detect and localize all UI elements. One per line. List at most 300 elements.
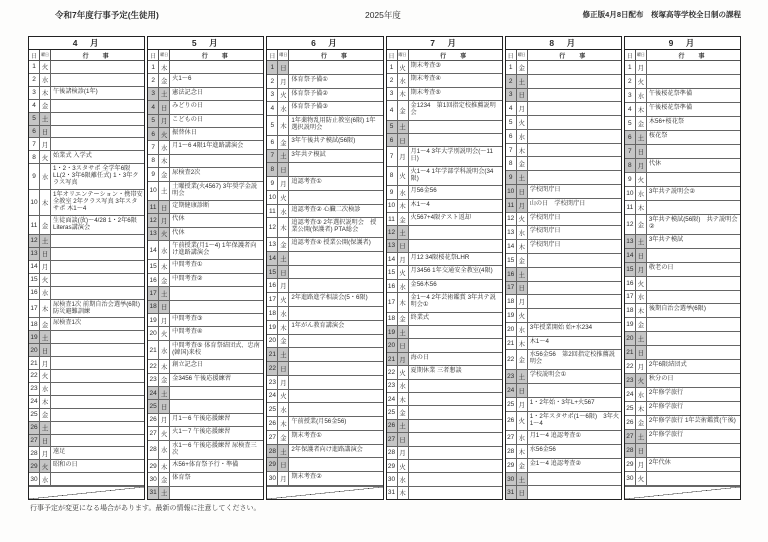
day-row: [267, 472, 382, 486]
event-cell: 水1～6 午後応援練習 尿検査三次: [172, 441, 257, 456]
day-row: [267, 403, 382, 417]
day-number-cell: 15: [387, 266, 398, 278]
day-number-cell: 10: [29, 190, 40, 215]
weekday-cell: 金: [517, 61, 528, 74]
day-row: [29, 164, 144, 190]
day-row: [267, 390, 382, 404]
day-number-cell: 2: [387, 74, 398, 86]
weekday-cell: 木: [398, 293, 409, 311]
day-row: [506, 61, 621, 75]
event-cell: [528, 268, 621, 281]
event-cell: 火567+4限テスト返却: [410, 213, 471, 221]
event-cell: [51, 383, 144, 395]
day-number-cell: 13: [387, 240, 398, 252]
event-cell: [409, 380, 502, 392]
day-row: [625, 89, 740, 103]
weekday-cell: 火: [278, 89, 289, 102]
weekday-cell: 日: [517, 486, 528, 499]
day-row: [148, 314, 263, 327]
day-row: [506, 398, 621, 412]
event-cell: 2年修学旅行 1年芸術鑑賞(午後): [648, 417, 736, 425]
day-row: [625, 249, 740, 263]
day-row: [506, 116, 621, 130]
day-number-cell: 22: [148, 360, 159, 372]
weekday-cell: 日: [278, 61, 289, 74]
event-cell: [528, 473, 621, 486]
day-row: [267, 266, 382, 280]
weekday-cell: 金: [40, 216, 51, 234]
day-column-header: 日: [625, 50, 636, 60]
weekday-cell: 金: [636, 318, 647, 331]
weekday-cell: 土: [159, 88, 170, 100]
day-number-cell: 22: [625, 360, 636, 373]
day-row: [625, 235, 740, 249]
event-cell: [289, 335, 382, 348]
month-column-august: [505, 36, 622, 500]
weekday-cell: 金: [159, 374, 170, 386]
day-number-cell: 25: [29, 409, 40, 421]
day-row: [625, 416, 740, 430]
weekday-cell: 土: [398, 121, 409, 133]
day-row: [506, 337, 621, 351]
day-number-cell: 24: [387, 393, 398, 405]
day-number-cell: 14: [267, 252, 278, 265]
day-number-cell: 12: [148, 214, 159, 226]
weekday-cell: 月: [517, 398, 528, 411]
day-number-cell: 19: [506, 309, 517, 322]
weekday-cell: 日: [398, 134, 409, 146]
day-number-cell: 17: [148, 287, 159, 299]
day-row: [148, 128, 263, 141]
event-cell: 後期自治会選挙(6限): [648, 305, 706, 313]
event-cell: [51, 396, 144, 408]
event-cell: [528, 282, 621, 295]
day-row: [267, 75, 382, 89]
event-cell: 尿検査2次: [172, 169, 201, 177]
day-number-cell: 6: [387, 134, 398, 146]
day-row: [29, 370, 144, 383]
weekday-cell: 金: [40, 409, 51, 421]
day-row: [148, 168, 263, 181]
event-cell: 秋分の日: [648, 375, 674, 383]
event-cell: [289, 376, 382, 389]
empty-diagonal-cell: [29, 486, 144, 499]
weekday-cell: 日: [398, 339, 409, 351]
day-row: [148, 301, 263, 314]
event-cell: [528, 116, 621, 129]
day-number-cell: 14: [625, 249, 636, 262]
weekday-cell: 土: [636, 430, 647, 443]
day-row: [506, 157, 621, 171]
column-subheader: [267, 50, 382, 61]
day-row: [29, 300, 144, 319]
event-cell: 尿検査1次 前期自治会選挙(6限) 防災避難訓練: [53, 300, 140, 315]
event-cell: [528, 157, 621, 170]
day-row: [506, 486, 621, 499]
event-cell: [647, 173, 740, 186]
weekday-cell: 火: [40, 274, 51, 286]
weekday-cell: 日: [636, 444, 647, 457]
day-row: [387, 266, 502, 279]
revision-note: 修正版4月8日配布 桜塚高等学校全日制の課程: [582, 10, 741, 19]
event-cell: [647, 346, 740, 359]
weekday-cell: 月: [398, 447, 409, 459]
day-number-cell: 22: [29, 370, 40, 382]
event-cell: 午前授業(月1～4) 1年保護者向け進路講演会: [172, 242, 257, 257]
event-cell: 午後桜花祭準備: [648, 103, 693, 111]
weekday-cell: 土: [278, 348, 289, 361]
event-cell: [289, 362, 382, 375]
day-row: [267, 307, 382, 321]
day-row: [506, 199, 621, 213]
day-number-cell: 17: [267, 293, 278, 306]
day-row: [625, 332, 740, 346]
day-number-cell: 15: [267, 266, 278, 279]
day-number-cell: 23: [387, 380, 398, 392]
event-cell: 水56金56: [529, 446, 556, 454]
weekday-cell: 月: [159, 414, 170, 426]
weekday-cell: 火: [398, 266, 409, 278]
weekday-cell: 月: [636, 159, 647, 172]
weekday-cell: 金: [40, 318, 51, 330]
day-row: [506, 282, 621, 296]
event-cell: 月1～4 追認考査①: [529, 432, 581, 440]
day-number-cell: 24: [148, 387, 159, 399]
event-cell: [528, 130, 621, 143]
event-cell: [528, 171, 621, 184]
day-row: [387, 326, 502, 339]
day-row: [387, 460, 502, 473]
event-cell: 月1～6 午後応援練習: [172, 414, 231, 422]
day-row: [148, 360, 263, 373]
weekday-cell: 木: [159, 155, 170, 167]
event-cell: [289, 348, 382, 361]
day-row: [267, 279, 382, 293]
day-row: [148, 201, 263, 214]
weekday-cell: 月: [398, 147, 409, 165]
event-cell: [409, 420, 502, 432]
event-cell: [170, 387, 263, 399]
day-row: [267, 238, 382, 252]
day-number-cell: 17: [29, 300, 40, 318]
day-number-cell: 30: [625, 472, 636, 485]
event-cell: 3年共テ模試: [291, 150, 326, 158]
column-subheader: [29, 50, 144, 61]
day-number-cell: 30: [387, 473, 398, 485]
weekday-cell: 土: [636, 131, 647, 144]
day-row: [148, 327, 263, 340]
day-number-cell: 1: [506, 61, 517, 74]
day-number-cell: 7: [29, 138, 40, 150]
day-number-cell: 25: [267, 403, 278, 416]
day-row: [506, 473, 621, 487]
weekday-cell: 火: [398, 61, 409, 73]
day-column-header: 日: [387, 50, 398, 60]
day-row: [148, 214, 263, 227]
day-row: [387, 88, 502, 101]
weekday-cell: 日: [278, 362, 289, 375]
weekday-cell: 木: [40, 87, 51, 99]
weekday-cell: 水: [278, 205, 289, 218]
day-number-cell: 10: [387, 200, 398, 212]
event-cell: [51, 261, 144, 273]
events-column-header: 行 事: [82, 53, 113, 60]
weekday-cell: 土: [517, 268, 528, 281]
day-number-cell: 25: [506, 398, 517, 411]
day-row: [625, 159, 740, 173]
day-number-cell: 21: [625, 346, 636, 359]
day-row: [625, 402, 740, 416]
weekday-cell: 日: [159, 301, 170, 313]
weekday-cell: 日: [517, 185, 528, 198]
day-row: [387, 473, 502, 486]
day-row: [625, 263, 740, 277]
day-row: [148, 400, 263, 413]
day-row: [29, 318, 144, 331]
event-cell: [647, 145, 740, 158]
weekday-cell: 金: [636, 117, 647, 130]
weekday-cell: 火: [517, 116, 528, 129]
day-number-cell: 23: [267, 376, 278, 389]
day-number-cell: 20: [625, 332, 636, 345]
weekday-cell: 土: [398, 326, 409, 338]
event-cell: 月56金56: [410, 187, 437, 195]
event-cell: 火1～6: [172, 75, 192, 83]
event-cell: 2年修学旅行: [648, 389, 684, 397]
day-number-cell: 18: [148, 301, 159, 313]
weekday-cell: 土: [40, 235, 51, 247]
event-cell: 午前授業(月56金56): [291, 418, 347, 426]
weekday-cell: 日: [517, 384, 528, 397]
day-number-cell: 8: [29, 151, 40, 163]
weekday-cell: 水: [517, 130, 528, 143]
day-row: [387, 447, 502, 460]
day-row: [29, 460, 144, 473]
event-cell: 体育祭予備③: [291, 103, 328, 111]
event-cell: 学校閉庁日: [529, 241, 561, 249]
event-cell: [51, 248, 144, 260]
day-row: [267, 335, 382, 349]
day-number-cell: 25: [148, 400, 159, 412]
event-cell: [409, 473, 502, 485]
event-cell: [647, 75, 740, 88]
weekday-cell: 日: [40, 435, 51, 447]
event-cell: [51, 61, 144, 73]
day-number-cell: 9: [148, 168, 159, 180]
day-row: [625, 360, 740, 374]
weekday-cell: 木: [636, 304, 647, 317]
day-row: [29, 190, 144, 216]
day-row: [387, 366, 502, 379]
day-number-cell: 5: [29, 113, 40, 125]
weekday-cell: 日: [278, 458, 289, 471]
day-row: [267, 321, 382, 335]
weekday-cell: 木: [278, 218, 289, 237]
day-row: [29, 216, 144, 235]
day-number-cell: 22: [267, 362, 278, 375]
weekday-cell: 日: [278, 163, 289, 176]
month-header-label: 4 月: [29, 37, 144, 50]
weekday-cell: 水: [40, 287, 51, 299]
day-row: [267, 116, 382, 136]
day-number-cell: 20: [387, 339, 398, 351]
day-row: [625, 131, 740, 145]
day-row: [29, 74, 144, 87]
day-row: [506, 370, 621, 384]
weekday-cell: 木: [159, 460, 170, 472]
weekday-cell: 火: [278, 390, 289, 403]
event-cell: 金1～4 追認考査②: [529, 459, 581, 467]
day-row: [506, 240, 621, 254]
weekday-cell: 月: [636, 458, 647, 471]
weekday-cell: 水: [517, 431, 528, 444]
day-number-cell: 15: [506, 254, 517, 267]
day-number-cell: 26: [387, 420, 398, 432]
event-cell: [51, 370, 144, 382]
event-cell: [647, 249, 740, 262]
column-subheader: [625, 50, 740, 61]
day-row: [387, 353, 502, 366]
month-header-label: 9 月: [625, 37, 740, 50]
day-number-cell: 11: [506, 199, 517, 212]
weekday-cell: 月: [40, 447, 51, 459]
day-row: [267, 445, 382, 459]
day-number-cell: 18: [625, 304, 636, 317]
weekday-cell: 月: [159, 214, 170, 226]
event-cell: 生徒面談(放)～4/28 1・2年6限 Literas講演会: [53, 217, 137, 232]
event-cell: [647, 318, 740, 331]
event-cell: 1年がん教育講演会: [291, 321, 345, 329]
weekday-cell: 日: [517, 89, 528, 102]
day-row: [506, 412, 621, 432]
day-number-cell: 14: [387, 253, 398, 265]
event-cell: 振替休日: [172, 128, 197, 136]
day-number-cell: 4: [625, 103, 636, 116]
weekday-cell: 土: [636, 235, 647, 248]
day-row: [506, 213, 621, 227]
day-number-cell: 24: [267, 390, 278, 403]
day-number-cell: 17: [387, 293, 398, 311]
day-row: [387, 226, 502, 239]
day-row: [506, 254, 621, 268]
day-number-cell: 7: [267, 150, 278, 163]
day-number-cell: 1: [625, 61, 636, 74]
day-row: [29, 287, 144, 300]
event-cell: 1・2・3スタサポ 全学年6限LL(2・3年6限離任式) 1・3年クラス写真: [53, 165, 139, 187]
day-number-cell: 11: [267, 205, 278, 218]
event-cell: [528, 75, 621, 88]
day-number-cell: 23: [29, 383, 40, 395]
day-number-cell: 21: [148, 341, 159, 359]
event-cell: [409, 339, 502, 351]
day-number-cell: 7: [625, 145, 636, 158]
weekday-cell: 火: [40, 61, 51, 73]
day-row: [387, 420, 502, 433]
day-row: [267, 61, 382, 75]
event-cell: 追認考査③ 2年選択説明会 授業公開(保護者) PTA総会: [291, 219, 377, 234]
event-cell: 土曜授業(火4567) 3年奨学金説明会: [172, 182, 258, 197]
event-cell: [51, 74, 144, 86]
day-row: [387, 393, 502, 406]
day-row: [387, 121, 502, 134]
day-number-cell: 8: [148, 155, 159, 167]
weekday-cell: 土: [517, 370, 528, 383]
weekday-cell: 水: [398, 186, 409, 198]
day-row: [506, 350, 621, 370]
weekday-cell: 日: [40, 344, 51, 356]
day-number-cell: 30: [29, 473, 40, 485]
event-cell: [289, 252, 382, 265]
weekday-cell: 水: [517, 226, 528, 239]
weekday-cell: 火: [636, 472, 647, 485]
day-number-cell: 14: [29, 261, 40, 273]
day-row: [267, 252, 382, 266]
day-number-cell: 27: [387, 433, 398, 445]
day-number-cell: 6: [29, 126, 40, 138]
day-number-cell: 15: [148, 260, 159, 272]
day-number-cell: 20: [29, 344, 40, 356]
day-row: [625, 61, 740, 75]
weekday-cell: 金: [278, 136, 289, 149]
day-row: [506, 89, 621, 103]
weekday-cell: 金: [278, 335, 289, 348]
column-subheader: [506, 50, 621, 61]
weekday-cell: 火: [159, 327, 170, 339]
day-number-cell: 2: [625, 75, 636, 88]
day-row: [387, 406, 502, 419]
weekday-column-header: 曜日: [517, 50, 528, 60]
day-row: [267, 163, 382, 177]
day-number-cell: 18: [29, 318, 40, 330]
weekday-cell: 火: [517, 309, 528, 322]
day-row: [29, 409, 144, 422]
events-column-header: 行 事: [678, 53, 709, 60]
event-cell: [51, 331, 144, 343]
event-cell: 学校閉庁日: [529, 227, 561, 235]
day-row: [267, 376, 382, 390]
day-row: [267, 191, 382, 205]
event-cell: [409, 406, 502, 418]
weekday-cell: 土: [278, 150, 289, 163]
event-cell: 中間考査⑤ 体育祭結団式、忠南(韓国)来校: [172, 341, 260, 356]
day-number-cell: 16: [625, 277, 636, 290]
event-cell: 昭和の日: [53, 461, 78, 469]
day-number-cell: 30: [506, 473, 517, 486]
event-cell: [289, 266, 382, 279]
weekday-cell: 火: [159, 427, 170, 439]
day-number-cell: 23: [148, 374, 159, 386]
weekday-cell: 火: [398, 167, 409, 185]
weekday-cell: 日: [159, 400, 170, 412]
day-number-cell: 2: [506, 75, 517, 88]
day-number-cell: 21: [387, 353, 398, 365]
day-row: [29, 383, 144, 396]
weekday-cell: 月: [40, 357, 51, 369]
weekday-cell: 日: [278, 266, 289, 279]
event-cell: [647, 291, 740, 304]
day-number-cell: 13: [267, 238, 278, 251]
day-number-cell: 17: [625, 291, 636, 304]
day-row: [625, 277, 740, 291]
day-row: [625, 444, 740, 458]
weekday-cell: 火: [278, 293, 289, 306]
day-row: [29, 274, 144, 287]
day-row: [506, 384, 621, 398]
day-rows: [625, 61, 740, 499]
weekday-cell: 水: [40, 164, 51, 189]
weekday-cell: 水: [159, 241, 170, 259]
weekday-cell: 木: [636, 103, 647, 116]
